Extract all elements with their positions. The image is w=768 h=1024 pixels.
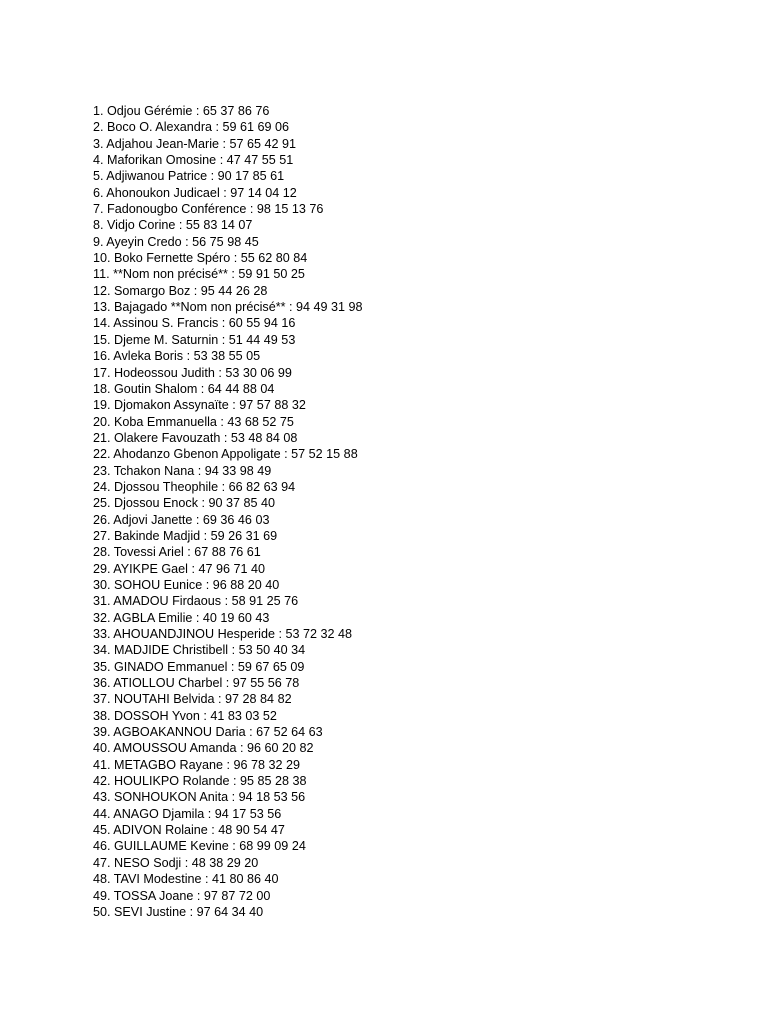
list-item: 11. **Nom non précisé** : 59 91 50 25	[93, 267, 305, 282]
list-item: 37. NOUTAHI Belvida : 97 28 84 82	[93, 692, 292, 707]
list-item: 24. Djossou Theophile : 66 82 63 94	[93, 479, 296, 494]
list-item: 39. AGBOAKANNOU Daria : 67 52 64 63	[93, 725, 323, 740]
list-item: 32. AGBLA Emilie : 40 19 60 43	[93, 610, 270, 625]
list-item: 47. NESO Sodji : 48 38 29 20	[93, 855, 259, 870]
list-item: 27. Bakinde Madjid : 59 26 31 69	[93, 528, 278, 543]
list-item: 46. GUILLAUME Kevine : 68 99 09 24	[93, 839, 306, 854]
list-item: 3. Adjahou Jean-Marie : 57 65 42 91	[93, 136, 297, 151]
list-item: 15. Djeme M. Saturnin : 51 44 49 53	[93, 332, 296, 347]
list-item: 4. Maforikan Omosine : 47 47 55 51	[93, 153, 294, 168]
list-item: 49. TOSSA Joane : 97 87 72 00	[93, 888, 271, 903]
list-item: 7. Fadonougbo Conférence : 98 15 13 76	[93, 202, 324, 217]
list-item: 38. DOSSOH Yvon : 41 83 03 52	[93, 708, 277, 723]
list-item: 17. Hodeossou Judith : 53 30 06 99	[93, 365, 292, 380]
list-item: 45. ADIVON Rolaine : 48 90 54 47	[93, 823, 285, 838]
list-item: 41. METAGBO Rayane : 96 78 32 29	[93, 757, 300, 772]
list-item: 21. Olakere Favouzath : 53 48 84 08	[93, 430, 298, 445]
list-item: 20. Koba Emmanuella : 43 68 52 75	[93, 414, 294, 429]
list-item: 12. Somargo Boz : 95 44 26 28	[93, 283, 268, 298]
list-item: 19. Djomakon Assynaïte : 97 57 88 32	[93, 398, 306, 413]
list-item: 40. AMOUSSOU Amanda : 96 60 20 82	[93, 741, 314, 756]
list-item: 13. Bajagado **Nom non précisé** : 94 49 31 98	[93, 300, 363, 315]
list-item: 8. Vidjo Corine : 55 83 14 07	[93, 218, 253, 233]
list-item: 14. Assinou S. Francis : 60 55 94 16	[93, 316, 296, 331]
list-item: 31. AMADOU Firdaous : 58 91 25 76	[93, 594, 299, 609]
list-item: 26. Adjovi Janette : 69 36 46 03	[93, 512, 270, 527]
list-item: 34. MADJIDE Christibell : 53 50 40 34	[93, 643, 306, 658]
list-item: 9. Ayeyin Credo : 56 75 98 45	[93, 234, 259, 249]
list-item: 43. SONHOUKON Anita : 94 18 53 56	[93, 790, 306, 805]
list-item: 18. Goutin Shalom : 64 44 88 04	[93, 381, 275, 396]
list-item: 2. Boco O. Alexandra : 59 61 69 06	[93, 120, 290, 135]
list-item: 48. TAVI Modestine : 41 80 86 40	[93, 872, 279, 887]
list-item: 23. Tchakon Nana : 94 33 98 49	[93, 463, 272, 478]
list-item: 36. ATIOLLOU Charbel : 97 55 56 78	[93, 676, 300, 691]
list-item: 6. Ahonoukon Judicael : 97 14 04 12	[93, 185, 297, 200]
list-item: 50. SEVI Justine : 97 64 34 40	[93, 904, 264, 919]
list-item: 1. Odjou Gérémie : 65 37 86 76	[93, 104, 270, 118]
list-item: 30. SOHOU Eunice : 96 88 20 40	[93, 577, 280, 592]
list-item: 35. GINADO Emmanuel : 59 67 65 09	[93, 659, 305, 674]
list-item: 22. Ahodanzo Gbenon Appoligate : 57 52 15 88	[93, 447, 358, 462]
list-item: 16. Avleka Boris : 53 38 55 05	[93, 349, 261, 364]
list-item: 28. Tovessi Ariel : 67 88 76 61	[93, 545, 261, 560]
list-item: 44. ANAGO Djamila : 94 17 53 56	[93, 806, 282, 821]
list-item: 42. HOULIKPO Rolande : 95 85 28 38	[93, 774, 307, 789]
list-item: 25. Djossou Enock : 90 37 85 40	[93, 496, 276, 511]
list-item: 29. AYIKPE Gael : 47 96 71 40	[93, 561, 266, 576]
contact-list	[93, 103, 363, 920]
list-item: 10. Boko Fernette Spéro : 55 62 80 84	[93, 251, 308, 266]
list-item: 5. Adjiwanou Patrice : 90 17 85 61	[93, 169, 285, 184]
list-item: 33. AHOUANDJINOU Hesperide : 53 72 32 48	[93, 627, 352, 641]
